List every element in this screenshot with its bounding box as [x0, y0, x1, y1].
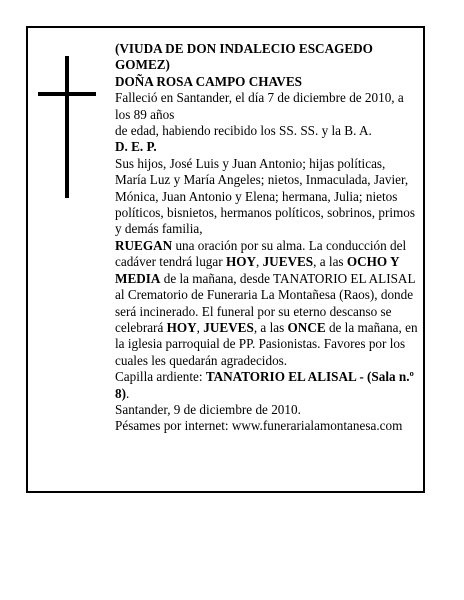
service-text-4: de la mañana, desde TANATORIO EL ALISAL al Crematorio de Funeraria La Montañesa (Raos), donde será incinerado. El funeral por su eterno descanso se celebrará [115, 270, 416, 335]
hoy-text-1: HOY [225, 254, 256, 270]
jueves-text-1: JUEVES [262, 254, 314, 270]
deceased-name: DOÑA ROSA CAMPO CHAVES [115, 73, 302, 89]
jueves-text-2: JUEVES [203, 319, 254, 335]
time-text-2: ONCE [287, 319, 326, 335]
time-text-1: OCHO Y MEDIA [115, 254, 399, 286]
service-text-2: , [255, 254, 263, 270]
obituary-text [115, 41, 420, 435]
obituary-frame [26, 26, 425, 493]
death-line-1: Falleció en Santander, el día 7 de diciembre de 2010, a [115, 90, 404, 106]
heading-line-1: (VIUDA DE DON INDALECIO ESCAGEDO [115, 41, 373, 56]
condolences-line: Pésames por internet: www.funerarialamontanesa.com [115, 418, 403, 434]
hoy-text-2: HOY [166, 319, 197, 335]
service-text-3: , a las [313, 254, 347, 270]
chapel-label: Capilla ardiente: [115, 369, 206, 385]
service-text-1: una oración por su alma. La conducción del cadáver tendrá lugar [115, 237, 407, 270]
death-line-3: de edad, habiendo recibido los SS. SS. y la B. A. [115, 123, 372, 139]
family-paragraph: Sus hijos, José Luis y Juan Antonio; hijas políticas, María Luz y María Angeles; nietos, Inmaculada, Javier, Mónica, Juan Antonio y Elena; hermana, Julia; nietos políticos, bisnietos, hermanos políticos, sobrinos, primos y demás familia, [115, 155, 416, 237]
service-text-5: , [196, 319, 204, 335]
heading-line-2: GOMEZ) [115, 57, 170, 73]
cross-icon [38, 56, 96, 198]
chapel-value: TANATORIO EL ALISAL - (Sala n.º 8) [115, 369, 414, 401]
ruegan-text: RUEGAN [115, 237, 173, 253]
service-paragraph [115, 238, 420, 369]
cross-vertical-bar [65, 56, 69, 198]
service-text-6: , a las [253, 319, 288, 335]
chapel-end: . [126, 385, 130, 401]
death-line-2: los 89 años [115, 106, 175, 122]
date-line: Santander, 9 de diciembre de 2010. [115, 401, 301, 417]
chapel-line [115, 369, 420, 402]
service-text-7: de la mañana, en la iglesia parroquial de PP. Pasionistas. Favores por los cuales les quedarán agradecidos. [115, 319, 418, 368]
dep-line: D. E. P. [115, 139, 157, 155]
cross-horizontal-bar [38, 92, 96, 96]
